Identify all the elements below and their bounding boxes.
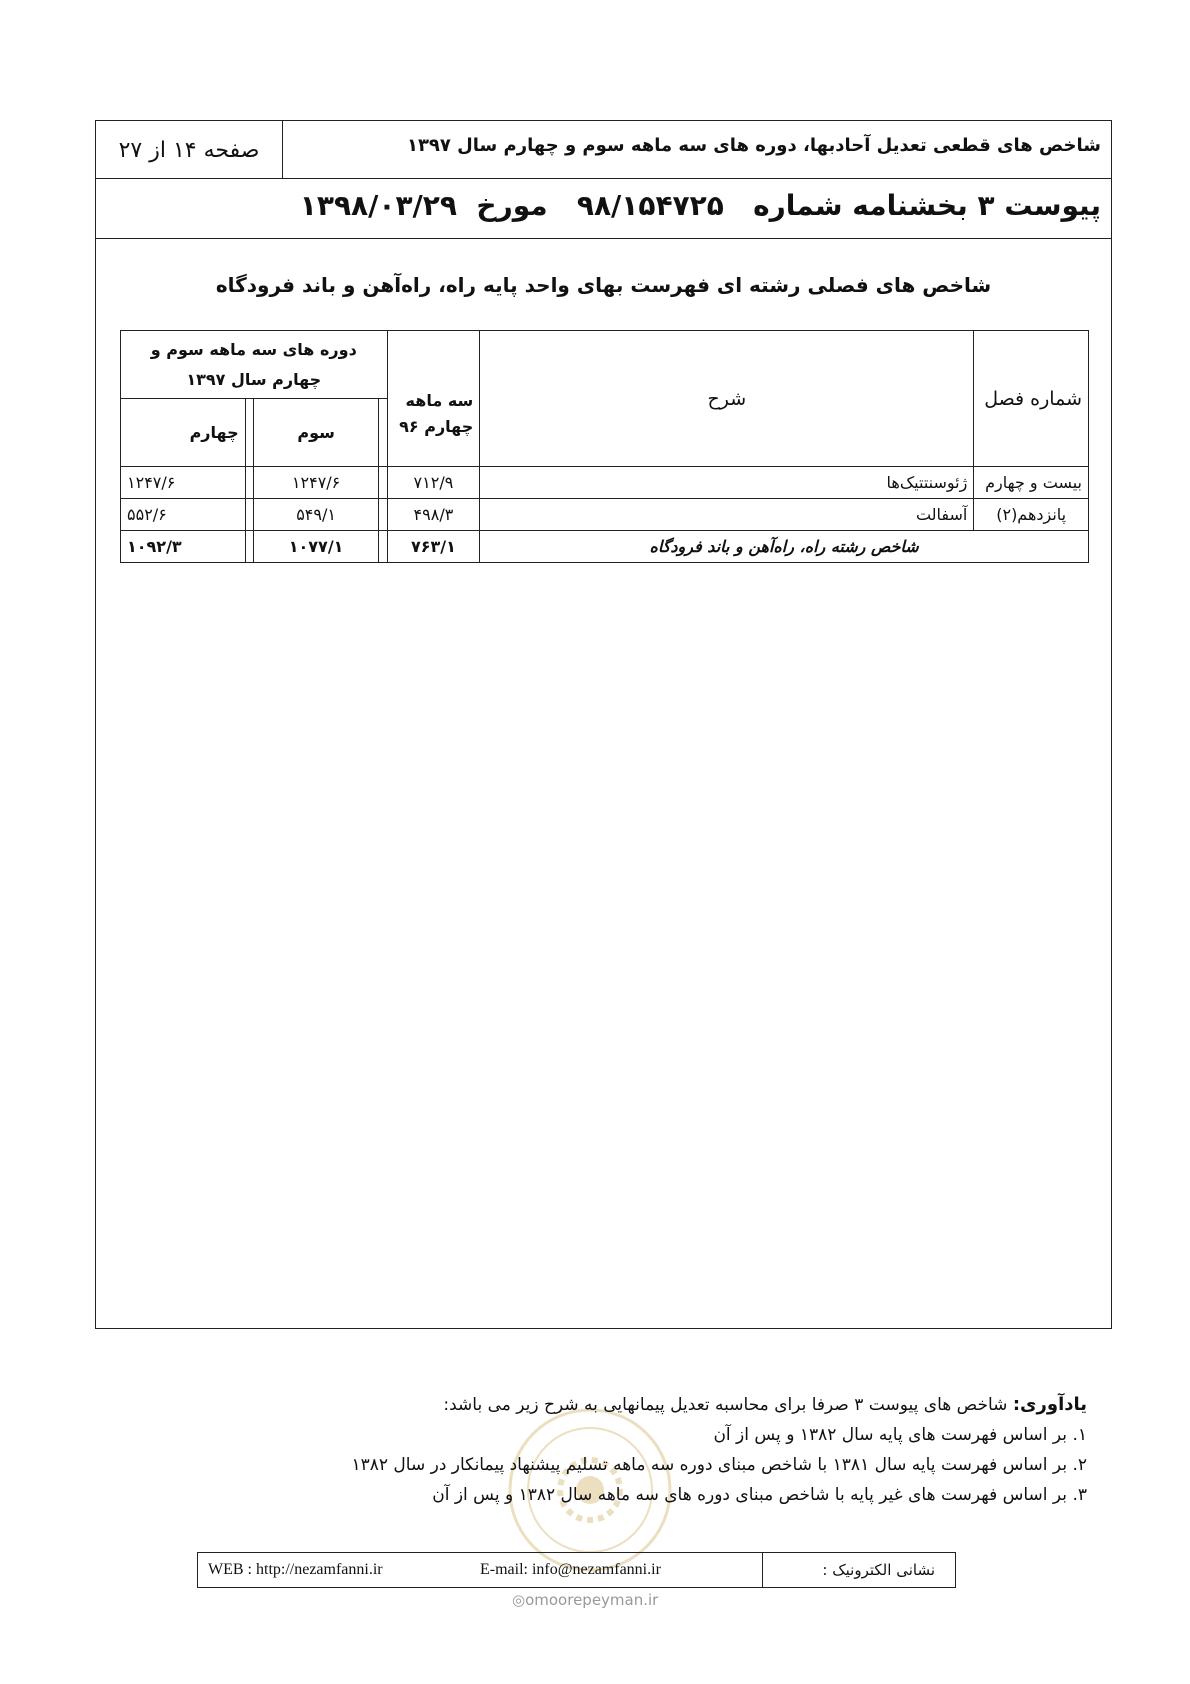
watermark-text: ◎omoorepeyman.ir: [512, 1591, 659, 1609]
col-header-group: دوره های سه ماهه سوم و چهارم سال ۱۳۹۷: [121, 331, 388, 399]
reminder-item: ۲. بر اساس فهرست پایه سال ۱۳۸۱ با شاخص مبنای دوره سه ماهه تسلیم پیشنهاد پیمانکار در سال ۱۳۸۲: [351, 1455, 1087, 1475]
header-row: [96, 121, 1111, 179]
col-header-base: سه ماهه چهارم ۹۶: [387, 331, 480, 467]
reminder-note: [352, 1390, 1088, 1510]
cell-q4: ۵۵۲/۶: [121, 499, 246, 531]
reminder-item: ۳. بر اساس فهرست های غیر پایه با شاخص مبنای دوره های سه ماهه سال ۱۳۸۲ و پس از آن: [432, 1485, 1087, 1505]
spacer-cell: [378, 467, 387, 499]
email-link[interactable]: E-mail: info@nezamfanni.ir: [480, 1561, 661, 1578]
spacer-cell: [245, 531, 254, 563]
cell-q3: ۱۲۴۷/۶: [254, 467, 379, 499]
page-frame: [95, 120, 1112, 1329]
contact-label: نشانی الکترونیک :: [762, 1553, 955, 1587]
table-row: [121, 499, 1089, 531]
cell-base: ۷۱۲/۹: [387, 467, 480, 499]
reminder-intro: شاخص های پیوست ۳ صرفا برای محاسبه تعدیل پیمانهایی به شرح زیر می باشد:: [443, 1395, 1008, 1415]
spacer-cell: [378, 531, 387, 563]
web-link[interactable]: WEB : http://nezamfanni.ir: [208, 1561, 383, 1578]
spacer-cell: [245, 499, 254, 531]
cell-total-base: ۷۶۳/۱: [387, 531, 480, 563]
col-header-q4: چهارم: [121, 399, 246, 467]
contact-footer: [197, 1552, 956, 1588]
table-title: شاخص های فصلی رشته ای فهرست بهای واحد پایه راه، راه‌آهن و باند فرودگاه: [215, 273, 992, 297]
cell-sharh: آسفالت: [480, 499, 974, 531]
spacer-cell: [378, 399, 387, 467]
cell-total-q4: ۱۰۹۲/۳: [121, 531, 246, 563]
page-number: صفحه ۱۴ از ۲۷: [96, 121, 283, 179]
circular-row: [96, 179, 1111, 239]
document-title: شاخص های قطعی تعدیل آحادبها، دوره های سه ماهه سوم و چهارم سال ۱۳۹۷: [406, 135, 1101, 156]
cell-fasl: پانزدهم(۲): [974, 499, 1089, 531]
cell-base: ۴۹۸/۳: [387, 499, 480, 531]
cell-fasl: بیست و چهارم: [974, 467, 1089, 499]
spacer-cell: [378, 499, 387, 531]
reminder-intro-line: [352, 1390, 1088, 1420]
index-table: [120, 330, 1089, 563]
col-header-q3: سوم: [254, 399, 379, 467]
reminder-label: یادآوری:: [1012, 1394, 1087, 1415]
spacer-cell: [245, 399, 254, 467]
reminder-item: ۱. بر اساس فهرست های پایه سال ۱۳۸۲ و پس از آن: [713, 1425, 1087, 1445]
table-total-row: [121, 531, 1089, 563]
cell-q4: ۱۲۴۷/۶: [121, 467, 246, 499]
table-row: [121, 467, 1089, 499]
cell-total-q3: ۱۰۷۷/۱: [254, 531, 379, 563]
cell-sharh: ژئوسنتتیک‌ها: [480, 467, 974, 499]
table-header-row: [121, 331, 1089, 399]
col-header-sharh: شرح: [480, 331, 974, 467]
cell-total-sharh: شاخص رشته راه، راه‌آهن و باند فرودگاه: [480, 531, 1089, 563]
circular-reference: پیوست ۳ بخشنامه شماره ۹۸/۱۵۴۷۲۵ مورخ ۱۳۹۸/۰۳/۲۹: [299, 189, 1101, 222]
cell-q3: ۵۴۹/۱: [254, 499, 379, 531]
col-header-fasl: شماره فصل: [974, 331, 1089, 467]
spacer-cell: [245, 467, 254, 499]
